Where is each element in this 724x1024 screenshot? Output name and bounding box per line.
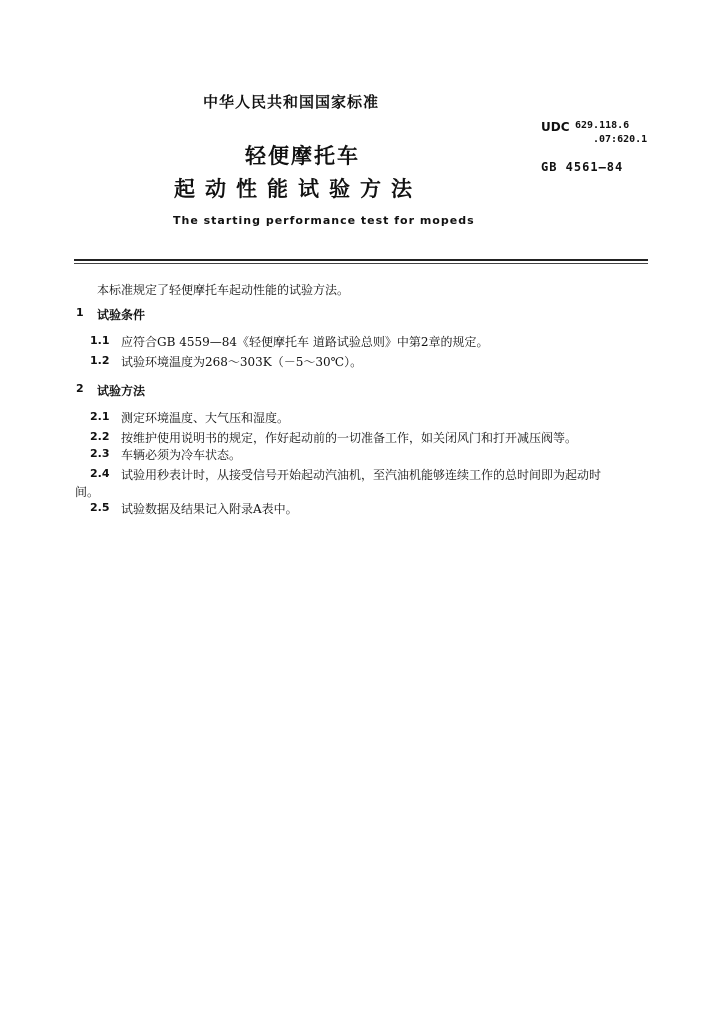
header-rule-thick bbox=[74, 259, 648, 261]
document-title-line2: 起动性能试验方法 bbox=[174, 176, 422, 201]
document-title-line1: 轻便摩托车 bbox=[245, 143, 360, 168]
gb-standard-code: GB 4561—84 bbox=[541, 160, 624, 174]
clause-number: 2.2 bbox=[90, 430, 110, 443]
clause-text: 试验环境温度为268～303K（－5～30℃）。 bbox=[121, 355, 363, 369]
clause-text: 测定环境温度、大气压和湿度。 bbox=[121, 411, 290, 425]
document-title-english: The starting performance test for mopeds bbox=[173, 214, 475, 227]
clause-text: 车辆必须为冷车状态。 bbox=[121, 448, 242, 462]
udc-code-line2: .07:620.1 bbox=[593, 134, 648, 145]
clause-text-continuation: 间。 bbox=[75, 485, 100, 499]
clause-number: 1.1 bbox=[90, 334, 110, 347]
clause-text: 应符合GB 4559—84《轻便摩托车 道路试验总则》中第2章的规定。 bbox=[121, 335, 489, 349]
clause-number: 1.2 bbox=[90, 354, 110, 367]
clause-text: 按维护使用说明书的规定，作好起动前的一切准备工作，如关闭风门和打开减压阀等。 bbox=[121, 431, 578, 445]
clause-number: 2.5 bbox=[90, 501, 110, 514]
intro-paragraph: 本标准规定了轻便摩托车起动性能的试验方法。 bbox=[97, 283, 350, 297]
header-rule-thin bbox=[74, 263, 648, 264]
udc-code-line1: 629.118.6 bbox=[575, 120, 630, 131]
clause-number: 2.1 bbox=[90, 410, 110, 423]
section-number: 2 bbox=[76, 382, 84, 395]
clause-text: 试验用秒表计时，从接受信号开始起动汽油机，至汽油机能够连续工作的总时间即为起动时 bbox=[121, 468, 602, 482]
clause-number: 2.4 bbox=[90, 467, 110, 480]
section-title: 试验方法 bbox=[97, 384, 146, 398]
section-number: 1 bbox=[76, 306, 84, 319]
clause-text: 试验数据及结果记入附录A表中。 bbox=[121, 502, 298, 516]
udc-label: UDC bbox=[541, 120, 570, 134]
national-standard-heading: 中华人民共和国国家标准 bbox=[203, 93, 380, 111]
clause-number: 2.3 bbox=[90, 447, 110, 460]
section-title: 试验条件 bbox=[97, 308, 146, 322]
